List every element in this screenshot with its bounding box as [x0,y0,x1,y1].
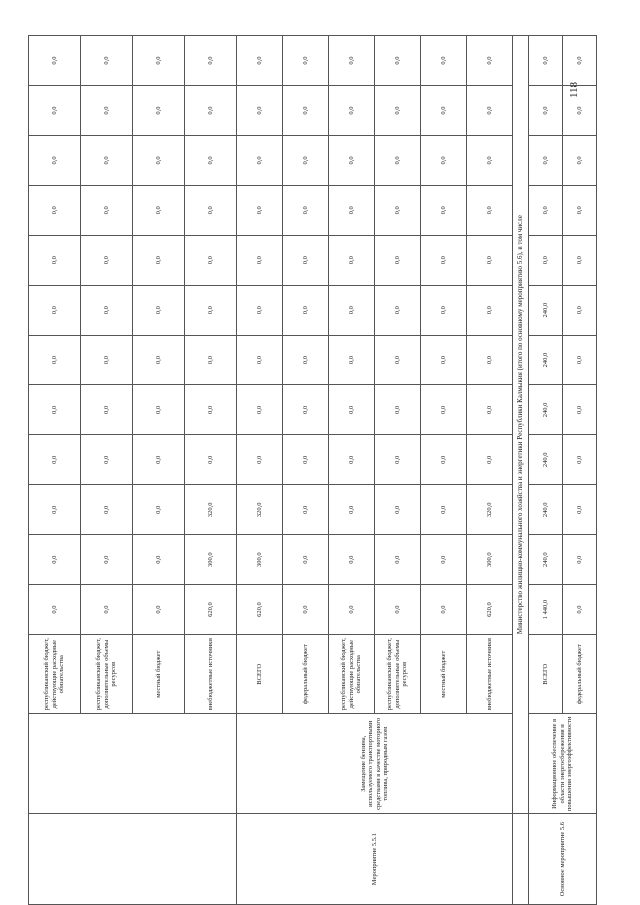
value-cell: 0,0 [467,135,513,185]
value-cell: 0,0 [329,285,375,335]
value-cell: 0,0 [421,285,467,335]
funding-source-cell: ВСЕГО [529,635,563,714]
value-cell: 0,0 [133,235,185,285]
page-number: 118 [568,81,581,99]
value-cell: 0,0 [375,86,421,136]
event-cell [29,714,237,814]
value-cell: 0,0 [185,135,237,185]
value-cell: 300,0 [185,535,237,585]
table-row [237,36,283,905]
value-cell: 0,0 [185,285,237,335]
value-cell: 0,0 [375,385,421,435]
ministry-row [513,36,529,905]
value-cell: 0,0 [237,235,283,285]
value-cell: 0,0 [81,485,133,535]
value-cell: 0,0 [563,185,597,235]
value-cell: 0,0 [133,335,185,385]
value-cell: 0,0 [421,235,467,285]
value-cell: 0,0 [375,335,421,385]
value-cell: 0,0 [29,535,81,585]
ministry-heading: Министерство жилищно-коммунального хозяйства и энергетики Республики Калмыкия (итого по основному мероприятию 5.6), в том числе [513,36,529,814]
table-row [529,36,563,905]
value-cell: 240,0 [529,335,563,385]
value-cell: 0,0 [237,36,283,86]
value-cell: 0,0 [283,36,329,86]
value-cell: 0,0 [467,235,513,285]
value-cell: 0,0 [563,335,597,385]
value-cell: 0,0 [133,185,185,235]
value-cell: 0,0 [29,135,81,185]
value-cell: 0,0 [133,36,185,86]
value-cell: 0,0 [563,535,597,585]
value-cell: 0,0 [81,585,133,635]
value-cell: 0,0 [133,585,185,635]
value-cell: 0,0 [529,135,563,185]
value-cell: 0,0 [421,385,467,435]
value-cell: 0,0 [29,485,81,535]
value-cell: 0,0 [421,135,467,185]
funding-source-cell: внебюджетные источники [467,635,513,714]
value-cell: 0,0 [329,335,375,385]
value-cell: 0,0 [375,485,421,535]
value-cell: 0,0 [185,86,237,136]
value-cell: 0,0 [133,435,185,485]
value-cell: 0,0 [529,185,563,235]
value-cell: 0,0 [29,385,81,435]
value-cell: 0,0 [283,285,329,335]
value-cell: 0,0 [283,235,329,285]
program-cell: Основное мероприятие 5.6 [529,814,597,905]
value-cell: 0,0 [237,285,283,335]
value-cell: 0,0 [283,135,329,185]
value-cell: 0,0 [467,335,513,385]
value-cell: 0,0 [283,385,329,435]
value-cell: 320,0 [237,485,283,535]
value-cell: 0,0 [375,535,421,585]
value-cell: 0,0 [467,36,513,86]
empty-cell [513,814,529,905]
value-cell: 0,0 [421,535,467,585]
value-cell: 0,0 [329,86,375,136]
budget-table [28,35,597,905]
value-cell: 0,0 [185,335,237,385]
value-cell: 0,0 [563,285,597,335]
value-cell: 0,0 [563,435,597,485]
value-cell: 0,0 [563,135,597,185]
value-cell: 0,0 [29,435,81,485]
value-cell: 0,0 [529,86,563,136]
funding-source-cell: республиканский бюджет, действующие расходные обязательства [329,635,375,714]
value-cell: 0,0 [237,435,283,485]
value-cell: 0,0 [283,335,329,385]
value-cell: 0,0 [283,485,329,535]
value-cell: 0,0 [29,585,81,635]
value-cell: 0,0 [185,185,237,235]
value-cell: 0,0 [29,86,81,136]
value-cell: 0,0 [283,435,329,485]
table-row [29,36,81,905]
funding-source-cell: республиканский бюджет, дополнительные объемы ресурсов [375,635,421,714]
value-cell: 620,0 [237,585,283,635]
value-cell: 300,0 [237,535,283,585]
value-cell: 240,0 [529,435,563,485]
value-cell: 0,0 [81,335,133,385]
value-cell: 320,0 [185,485,237,535]
value-cell: 0,0 [329,385,375,435]
value-cell: 0,0 [185,385,237,435]
funding-source-cell: местный бюджет [133,635,185,714]
value-cell: 0,0 [375,585,421,635]
value-cell: 0,0 [29,36,81,86]
value-cell: 0,0 [81,36,133,86]
program-cell [29,814,237,905]
funding-source-cell: республиканский бюджет, дополнительные объемы ресурсов [81,635,133,714]
value-cell: 0,0 [81,285,133,335]
value-cell: 0,0 [563,485,597,535]
value-cell: 0,0 [81,185,133,235]
value-cell: 0,0 [29,335,81,385]
value-cell: 1 440,0 [529,585,563,635]
value-cell: 240,0 [529,285,563,335]
value-cell: 0,0 [329,235,375,285]
value-cell: 0,0 [185,235,237,285]
value-cell: 0,0 [81,135,133,185]
value-cell: 0,0 [81,86,133,136]
value-cell: 0,0 [563,86,597,136]
value-cell: 0,0 [421,86,467,136]
funding-source-cell: федеральный бюджет [563,635,597,714]
value-cell: 320,0 [467,485,513,535]
value-cell: 0,0 [133,86,185,136]
value-cell: 0,0 [421,335,467,385]
value-cell: 0,0 [467,285,513,335]
value-cell: 0,0 [133,485,185,535]
value-cell: 0,0 [133,135,185,185]
value-cell: 0,0 [375,185,421,235]
value-cell: 0,0 [133,385,185,435]
value-cell: 0,0 [329,485,375,535]
value-cell: 240,0 [529,485,563,535]
value-cell: 0,0 [421,36,467,86]
value-cell: 0,0 [133,285,185,335]
value-cell: 0,0 [375,135,421,185]
value-cell: 0,0 [29,285,81,335]
funding-source-cell: внебюджетные источники [185,635,237,714]
value-cell: 0,0 [375,235,421,285]
value-cell: 0,0 [563,385,597,435]
value-cell: 0,0 [81,535,133,585]
value-cell: 0,0 [467,185,513,235]
value-cell: 0,0 [329,535,375,585]
value-cell: 0,0 [563,585,597,635]
value-cell: 0,0 [563,36,597,86]
value-cell: 0,0 [329,185,375,235]
value-cell: 0,0 [185,36,237,86]
value-cell: 0,0 [421,185,467,235]
value-cell: 0,0 [237,335,283,385]
value-cell: 0,0 [237,385,283,435]
value-cell: 0,0 [563,235,597,285]
value-cell: 0,0 [283,585,329,635]
value-cell: 0,0 [29,185,81,235]
value-cell: 0,0 [81,235,133,285]
value-cell: 0,0 [529,235,563,285]
value-cell: 0,0 [329,435,375,485]
value-cell: 0,0 [375,435,421,485]
value-cell: 0,0 [237,185,283,235]
value-cell: 0,0 [421,435,467,485]
value-cell: 0,0 [467,385,513,435]
value-cell: 0,0 [81,385,133,435]
value-cell: 0,0 [375,36,421,86]
value-cell: 0,0 [133,535,185,585]
event-cell: Замещение бензина, используемого транспортными средствами в качестве моторного топлива, природным газом [237,714,513,814]
value-cell: 0,0 [237,86,283,136]
funding-source-cell: федеральный бюджет [283,635,329,714]
funding-source-cell: местный бюджет [421,635,467,714]
funding-source-cell: республиканский бюджет, действующие расходные обязательства [29,635,81,714]
funding-source-cell: ВСЕГО [237,635,283,714]
event-cell: Информационное обеспечение в области энергосбережения и повышения энергоэффективности [529,714,597,814]
value-cell: 240,0 [529,385,563,435]
value-cell: 0,0 [329,585,375,635]
value-cell: 300,0 [467,535,513,585]
value-cell: 620,0 [467,585,513,635]
value-cell: 0,0 [421,585,467,635]
value-cell: 0,0 [283,86,329,136]
value-cell: 0,0 [329,135,375,185]
value-cell: 0,0 [375,285,421,335]
value-cell: 0,0 [467,435,513,485]
program-cell: Мероприятие 5.5.1 [237,814,513,905]
value-cell: 0,0 [185,435,237,485]
value-cell: 0,0 [81,435,133,485]
value-cell: 0,0 [283,535,329,585]
value-cell: 620,0 [185,585,237,635]
value-cell: 0,0 [283,185,329,235]
value-cell: 0,0 [467,86,513,136]
value-cell: 0,0 [421,485,467,535]
value-cell: 0,0 [529,36,563,86]
value-cell: 0,0 [329,36,375,86]
value-cell: 240,0 [529,535,563,585]
value-cell: 0,0 [29,235,81,285]
value-cell: 0,0 [237,135,283,185]
